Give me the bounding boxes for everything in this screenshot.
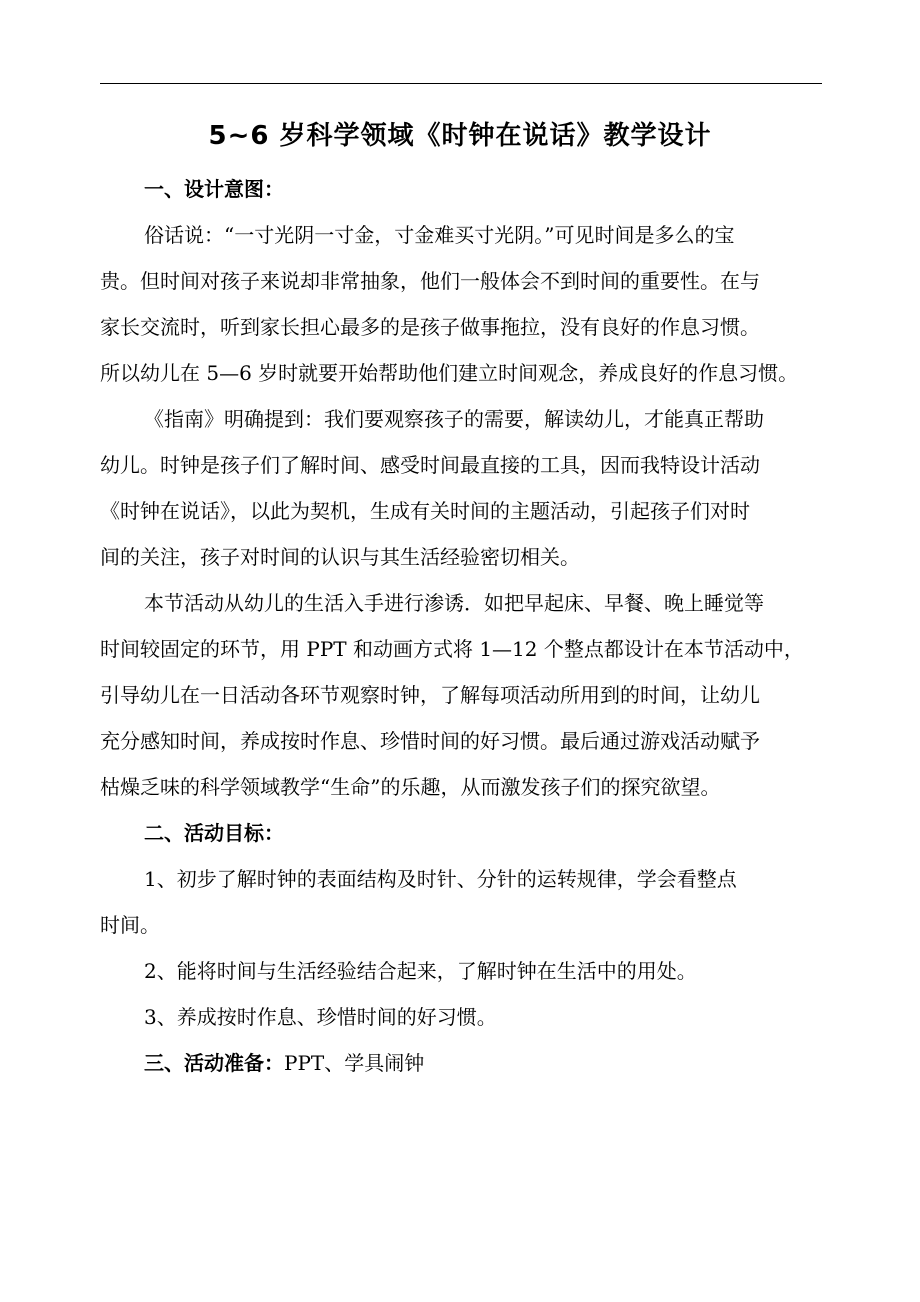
intent-paragraph-3 bbox=[100, 580, 822, 810]
text-line: 3、养成按时作息、珍惜时间的好习惯。 bbox=[144, 1005, 497, 1029]
text-line: 枯燥乏味的科学领域教学“生命”的乐趣，从而激发孩子们的探究欲望。 bbox=[100, 775, 721, 799]
text-line: 引导幼儿在一日活动各环节观察时钟，了解每项活动所用到的时间，让幼儿 bbox=[100, 683, 760, 707]
section-heading-preparation: 三、活动准备： bbox=[144, 1051, 284, 1075]
text-line: 俗话说：“一寸光阴一寸金，寸金难买寸光阴。”可见时间是多么的宝 bbox=[144, 223, 735, 247]
text-line: 贵。但时间对孩子来说却非常抽象，他们一般体会不到时间的重要性。在与 bbox=[100, 269, 760, 293]
text-line: 家长交流时，听到家长担心最多的是孩子做事拖拉，没有良好的作息习惯。 bbox=[100, 315, 760, 339]
text-line: 幼儿。时钟是孩子们了解时间、感受时间最直接的工具，因而我特设计活动 bbox=[100, 453, 760, 477]
text-line: 间的关注，孩子对时间的认识与其生活经验密切相关。 bbox=[100, 545, 580, 569]
intent-paragraph-2 bbox=[100, 396, 822, 580]
goal-item-3 bbox=[100, 994, 822, 1040]
intent-paragraph-1 bbox=[100, 212, 822, 396]
section-heading-goals: 二、活动目标： bbox=[144, 821, 284, 845]
section-heading-intent: 一、设计意图： bbox=[144, 177, 284, 201]
goal-item-2 bbox=[100, 948, 822, 994]
text-line: 时间。 bbox=[100, 913, 160, 937]
text-line: 1、初步了解时钟的表面结构及时针、分针的运转规律，学会看整点 bbox=[144, 867, 737, 891]
header-rule bbox=[100, 83, 822, 84]
document-title: 5~6 岁科学领域《时钟在说话》教学设计 bbox=[208, 121, 712, 151]
text-line: 时间较固定的环节，用 PPT 和动画方式将 1—12 个整点都设计在本节活动中， bbox=[100, 637, 804, 661]
goal-item-1 bbox=[100, 856, 822, 948]
text-line: 本节活动从幼儿的生活入手进行渗诱．如把早起床、早餐、晚上睡觉等 bbox=[144, 591, 764, 615]
preparation-text bbox=[100, 1040, 822, 1086]
document-body bbox=[100, 166, 822, 1086]
preparation-line bbox=[100, 1040, 822, 1086]
text-line: 充分感知时间，养成按时作息、珍惜时间的好习惯。最后通过游戏活动赋予 bbox=[100, 729, 760, 753]
text-line: 《指南》明确提到：我们要观察孩子的需要，解读幼儿，才能真正帮助 bbox=[144, 407, 764, 431]
text-line: 2、能将时间与生活经验结合起来，了解时钟在生活中的用处。 bbox=[144, 959, 697, 983]
text-line: 《时钟在说话》，以此为契机，生成有关时间的主题活动，引起孩子们对时 bbox=[100, 499, 750, 523]
text-line: 所以幼儿在 5—6 岁时就要开始帮助他们建立时间观念，养成良好的作息习惯。 bbox=[100, 361, 799, 385]
preparation-items: PPT、学具闹钟 bbox=[284, 1051, 425, 1075]
